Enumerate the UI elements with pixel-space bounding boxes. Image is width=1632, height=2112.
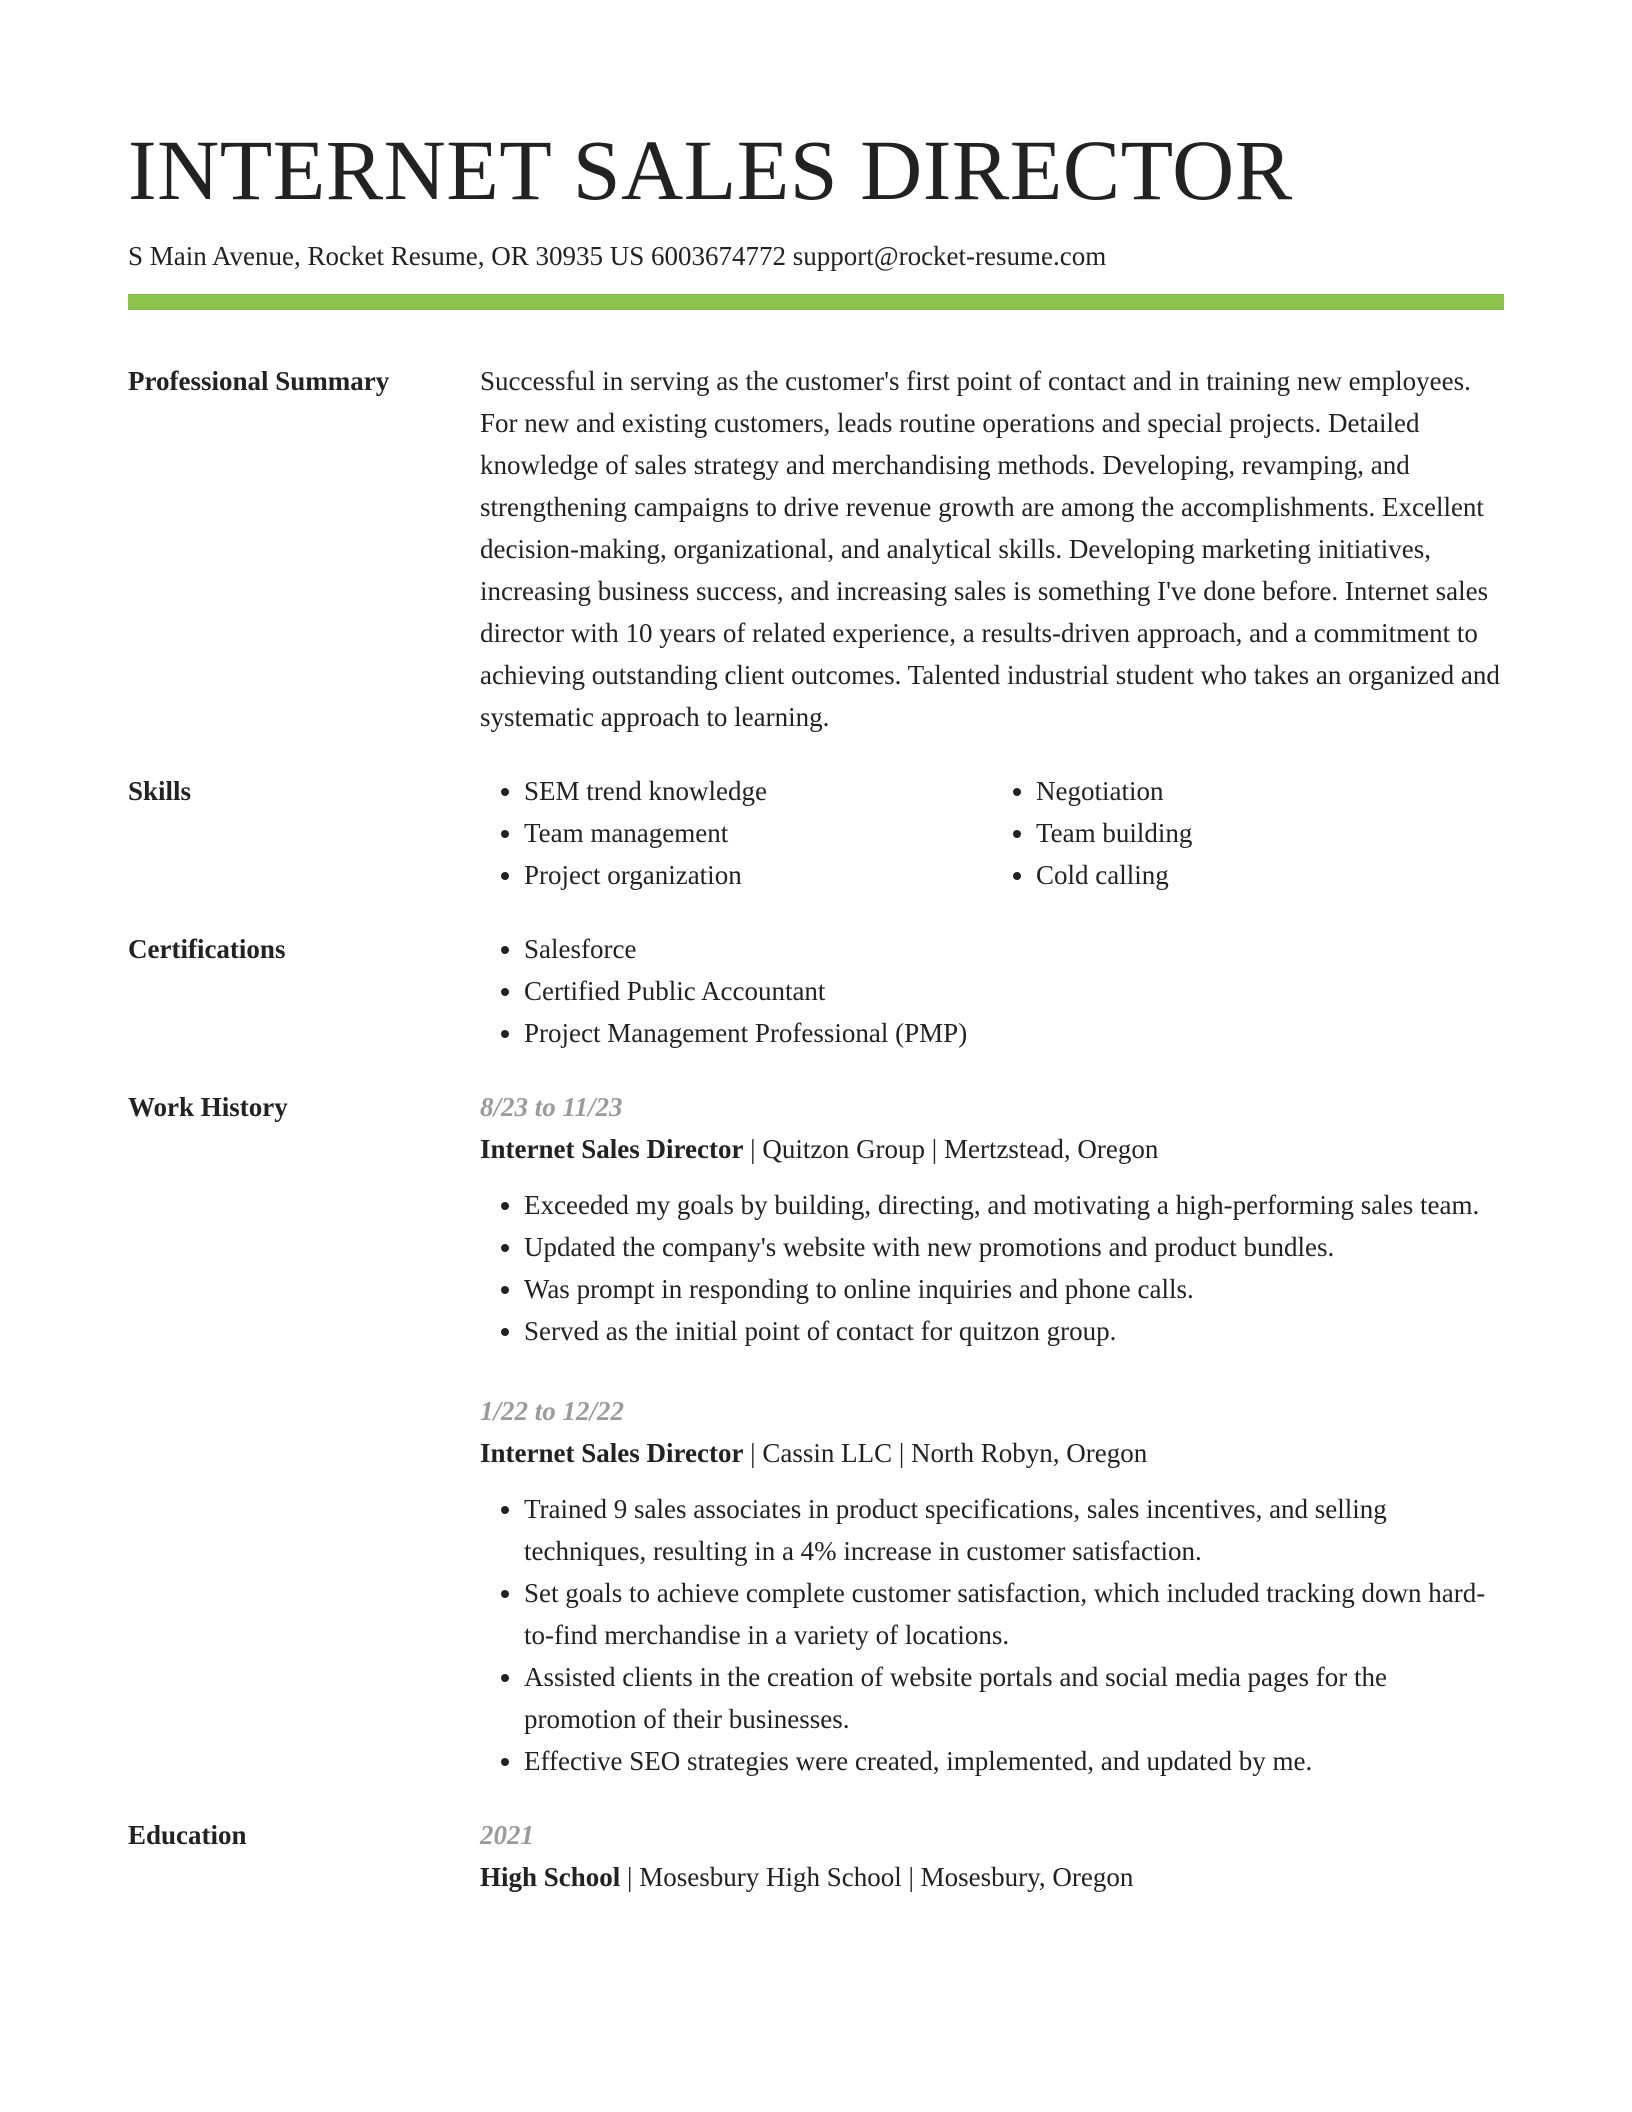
education-school-location: | Mosesbury High School | Mosesbury, Oregon — [620, 1862, 1134, 1892]
section-label-work-history: Work History — [128, 1092, 288, 1122]
job-title: Internet Sales Director — [480, 1438, 744, 1468]
education-heading — [480, 1856, 1504, 1898]
skill-item: • Project organization — [524, 854, 992, 896]
job-bullet: • Updated the company's website with new promotions and product bundles. — [524, 1226, 1504, 1268]
job-bullets — [480, 1184, 1504, 1352]
job-employer-location: | Cassin LLC | North Robyn, Oregon — [743, 1438, 1148, 1468]
skills-column-1 — [480, 770, 992, 896]
certification-item: • Certified Public Accountant — [524, 970, 1504, 1012]
skill-item: • Team management — [524, 812, 992, 854]
section-label-certifications: Certifications — [128, 934, 286, 964]
job-title: Internet Sales Director — [480, 1134, 744, 1164]
certifications-list — [480, 928, 1504, 1054]
education-body — [480, 1814, 1504, 1898]
job-bullet: • Was prompt in responding to online inquiries and phone calls. — [524, 1268, 1504, 1310]
certifications-section — [128, 928, 1504, 1054]
job-dates: 1/22 to 12/22 — [480, 1396, 625, 1426]
candidate-name: INTERNET SALES DIRECTOR — [128, 122, 1293, 218]
skills-column-2 — [992, 770, 1504, 896]
skill-item: • Negotiation — [1036, 770, 1504, 812]
certification-item: • Salesforce — [524, 928, 1504, 970]
skill-item: • Team building — [1036, 812, 1504, 854]
summary-text: Successful in serving as the customer's first point of contact and in training new employees. For new and existing customers, leads routine operations and special projects. Detailed knowledge of sales strategy and merchandising methods. Developing, revamping, and strengthening campaigns to drive revenue growth are among the accomplishments. Excellent decision-making, organizational, and analytical skills. Developing marketing initiatives, increasing business success, and increasing sales is something I've done before. Internet sales director with 10 years of related experience, a results-driven approach, and a commitment to achieving outstanding client outcomes. Talented industrial student who takes an organized and systematic approach to learning. — [480, 366, 1500, 732]
job-entry — [480, 1086, 1504, 1352]
work-history-body — [480, 1086, 1504, 1782]
header-divider — [128, 294, 1504, 310]
job-bullet: • Set goals to achieve complete customer satisfaction, which included tracking down hard-to-find merchandise in a variety of locations. — [524, 1572, 1504, 1656]
section-label-skills: Skills — [128, 776, 192, 806]
job-heading — [480, 1128, 1504, 1170]
job-bullet: • Served as the initial point of contact for quitzon group. — [524, 1310, 1504, 1352]
job-bullet: • Effective SEO strategies were created, implemented, and updated by me. — [524, 1740, 1504, 1782]
job-heading — [480, 1432, 1504, 1474]
certifications-body — [480, 928, 1504, 1054]
job-bullet: • Exceeded my goals by building, directing, and motivating a high-performing sales team. — [524, 1184, 1504, 1226]
job-employer-location: | Quitzon Group | Mertzstead, Oregon — [743, 1134, 1159, 1164]
certification-item: • Project Management Professional (PMP) — [524, 1012, 1504, 1054]
job-bullet: • Assisted clients in the creation of website portals and social media pages for the promotion of their businesses. — [524, 1656, 1504, 1740]
education-degree: High School — [480, 1862, 621, 1892]
education-date: 2021 — [480, 1820, 534, 1850]
section-label-summary: Professional Summary — [128, 366, 390, 396]
skill-item: • Cold calling — [1036, 854, 1504, 896]
work-history-section — [128, 1086, 1504, 1782]
education-section — [128, 1814, 1504, 1898]
job-bullets — [480, 1488, 1504, 1782]
skill-item: • SEM trend knowledge — [524, 770, 992, 812]
skills-grid — [480, 770, 1504, 896]
section-label-education: Education — [128, 1820, 247, 1850]
contact-info: S Main Avenue, Rocket Resume, OR 30935 US 6003674772 support@rocket-resume.com — [128, 241, 1107, 271]
job-bullet: • Trained 9 sales associates in product specifications, sales incentives, and selling techniques, resulting in a 4% increase in customer satisfaction. — [524, 1488, 1504, 1572]
job-dates: 8/23 to 11/23 — [480, 1092, 623, 1122]
summary-section — [128, 360, 1504, 738]
skills-section — [128, 770, 1504, 896]
job-entry — [480, 1390, 1504, 1782]
